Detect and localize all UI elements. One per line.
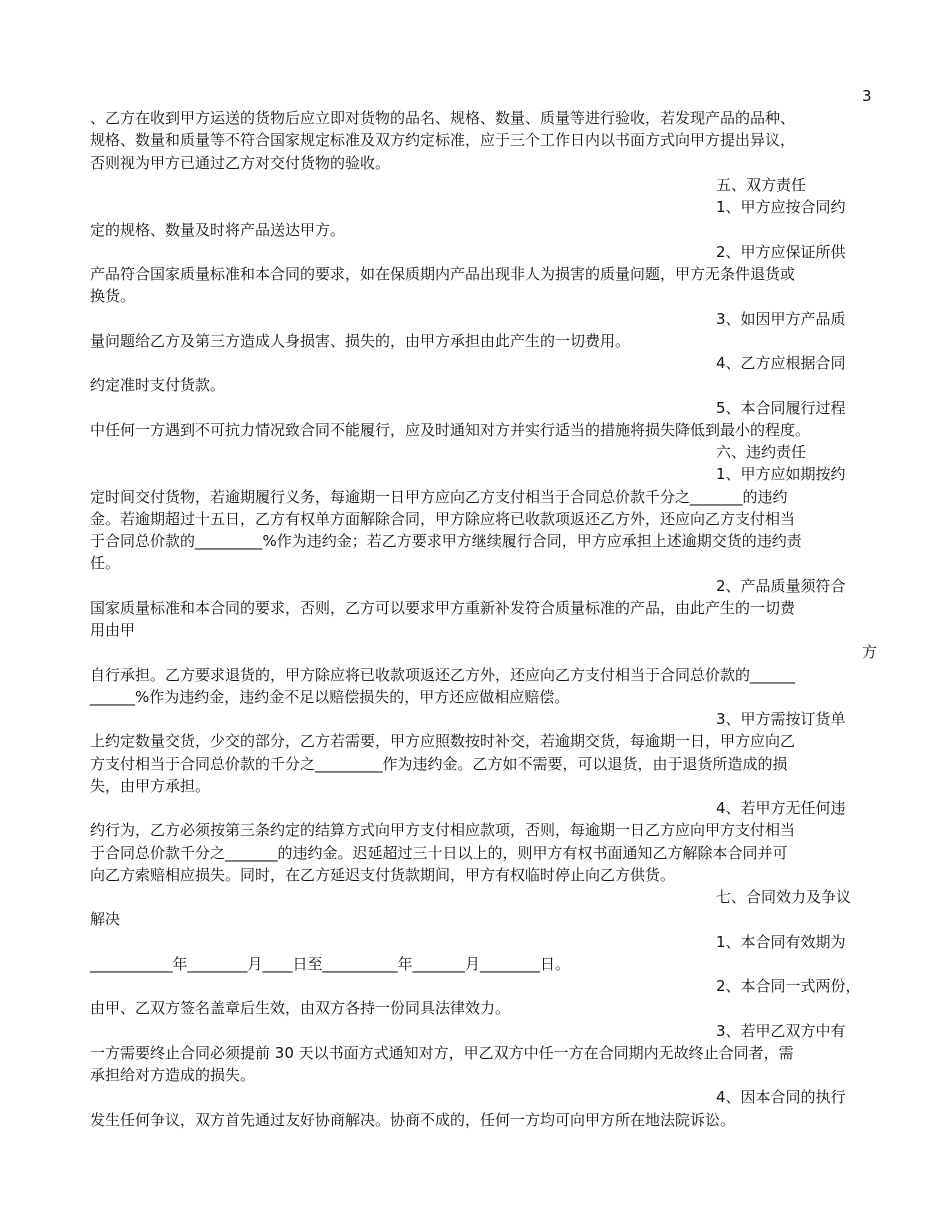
text-line: 5、本合同履行过程 [716, 399, 846, 417]
text-line: 定的规格、数量及时将产品送达甲方。 [90, 221, 346, 239]
text-line: 1、甲方应按合同约 [716, 198, 846, 216]
text-line: 于合同总价款千分之_______的违约金。迟延超过三十日以上的，则甲方有权书面通知乙方解除本合同并可 [90, 844, 788, 862]
page-number: 3 [862, 87, 872, 105]
section-heading: 六、违约责任 [716, 443, 807, 461]
text-line: 承担给对方造成的损失。 [90, 1066, 256, 1084]
text-line: 3、如因甲方产品质 [716, 310, 846, 328]
text-line: ___________年________月____日至__________年_______月________日。 [90, 955, 571, 973]
text-line: 换货。 [90, 287, 136, 305]
text-line: ______%作为违约金，违约金不足以赔偿损失的，甲方还应做相应赔偿。 [90, 688, 570, 706]
text-line: 于合同总价款的_________%作为违约金；若乙方要求甲方继续履行合同，甲方应承担上述逾期交货的违约责 [90, 532, 802, 550]
text-line: 失，由甲方承担。 [90, 777, 211, 795]
text-line: 产品符合国家质量标准和本合同的要求，如在保质期内产品出现非人为损害的质量问题，甲方无条件退货或 [90, 265, 796, 283]
text-line: 中任何一方遇到不可抗力情况致合同不能履行，应及时通知对方并实行适当的措施将损失降低到最小的程度。 [90, 421, 811, 439]
text-line: 任。 [90, 554, 121, 572]
text-line: 方支付相当于合同总价款的千分之_________作为违约金。乙方如不需要，可以退货，由于退货所造成的损 [90, 755, 788, 773]
text-line: 向乙方索赔相应损失。同时，在乙方延迟支付货款期间，甲方有权临时停止向乙方供货。 [90, 866, 676, 884]
text-line: 一方需要终止合同必须提前 30 天以书面方式通知对方，甲乙双方中任一方在合同期内无故终止合同者，需 [90, 1044, 794, 1062]
text-line: 定时间交付货物，若逾期履行义务，每逾期一日甲方应向乙方支付相当于合同总价款千分之_______的违约 [90, 488, 788, 506]
text-line: 解决 [90, 910, 121, 928]
text-line: 约行为，乙方必须按第三条约定的结算方式向甲方支付相应款项，否则，每逾期一日乙方应向甲方支付相当 [90, 821, 796, 839]
text-line: 方 [862, 643, 878, 661]
text-line: 2、甲方应保证所供 [716, 243, 846, 261]
text-line: 否则视为甲方已通过乙方对交付货物的验收。 [90, 154, 391, 172]
text-line: 、乙方在收到甲方运送的货物后应立即对货物的品名、规格、数量、质量等进行验收，若发现产品的品种、 [90, 109, 796, 127]
text-line: 用由甲 [90, 621, 136, 639]
text-line: 量问题给乙方及第三方造成人身损害、损失的，由甲方承担由此产生的一切费用。 [90, 332, 631, 350]
text-line: 上约定数量交货，少交的部分，乙方若需要，甲方应照数按时补交，若逾期交货，每逾期一日，甲方应向乙 [90, 732, 796, 750]
text-line: 发生任何争议，双方首先通过友好协商解决。协商不成的，任何一方均可向甲方所在地法院诉讼。 [90, 1111, 736, 1129]
text-line: 4、乙方应根据合同 [716, 354, 846, 372]
text-line: 由甲、乙双方签名盖章后生效，由双方各持一份同具法律效力。 [90, 999, 511, 1017]
text-line: 自行承担。乙方要求退货的，甲方除应将已收款项返还乙方外，还应向乙方支付相当于合同总价款的______ [90, 666, 796, 684]
text-line: 金。若逾期超过十五日，乙方有权单方面解除合同，甲方除应将已收款项返还乙方外，还应向乙方支付相当 [90, 510, 796, 528]
text-line: 4、若甲方无任何违 [716, 799, 846, 817]
text-line: 1、甲方应如期按约 [716, 465, 846, 483]
text-line: 约定准时支付货款。 [90, 376, 226, 394]
text-line: 规格、数量和质量等不符合国家规定标准及双方约定标准，应于三个工作日内以书面方式向甲方提出异议， [90, 131, 796, 149]
text-line: 3、甲方需按订货单 [716, 710, 846, 728]
text-line: 4、因本合同的执行 [716, 1088, 846, 1106]
text-line: 2、本合同一式两份， [716, 977, 861, 995]
section-heading: 五、双方责任 [716, 176, 807, 194]
text-line: 2、产品质量须符合 [716, 577, 846, 595]
text-line: 3、若甲乙双方中有 [716, 1022, 846, 1040]
text-line: 国家质量标准和本合同的要求，否则，乙方可以要求甲方重新补发符合质量标准的产品，由此产生的一切费 [90, 599, 796, 617]
section-heading: 七、合同效力及争议 [716, 888, 852, 906]
text-line: 1、本合同有效期为 [716, 933, 846, 951]
